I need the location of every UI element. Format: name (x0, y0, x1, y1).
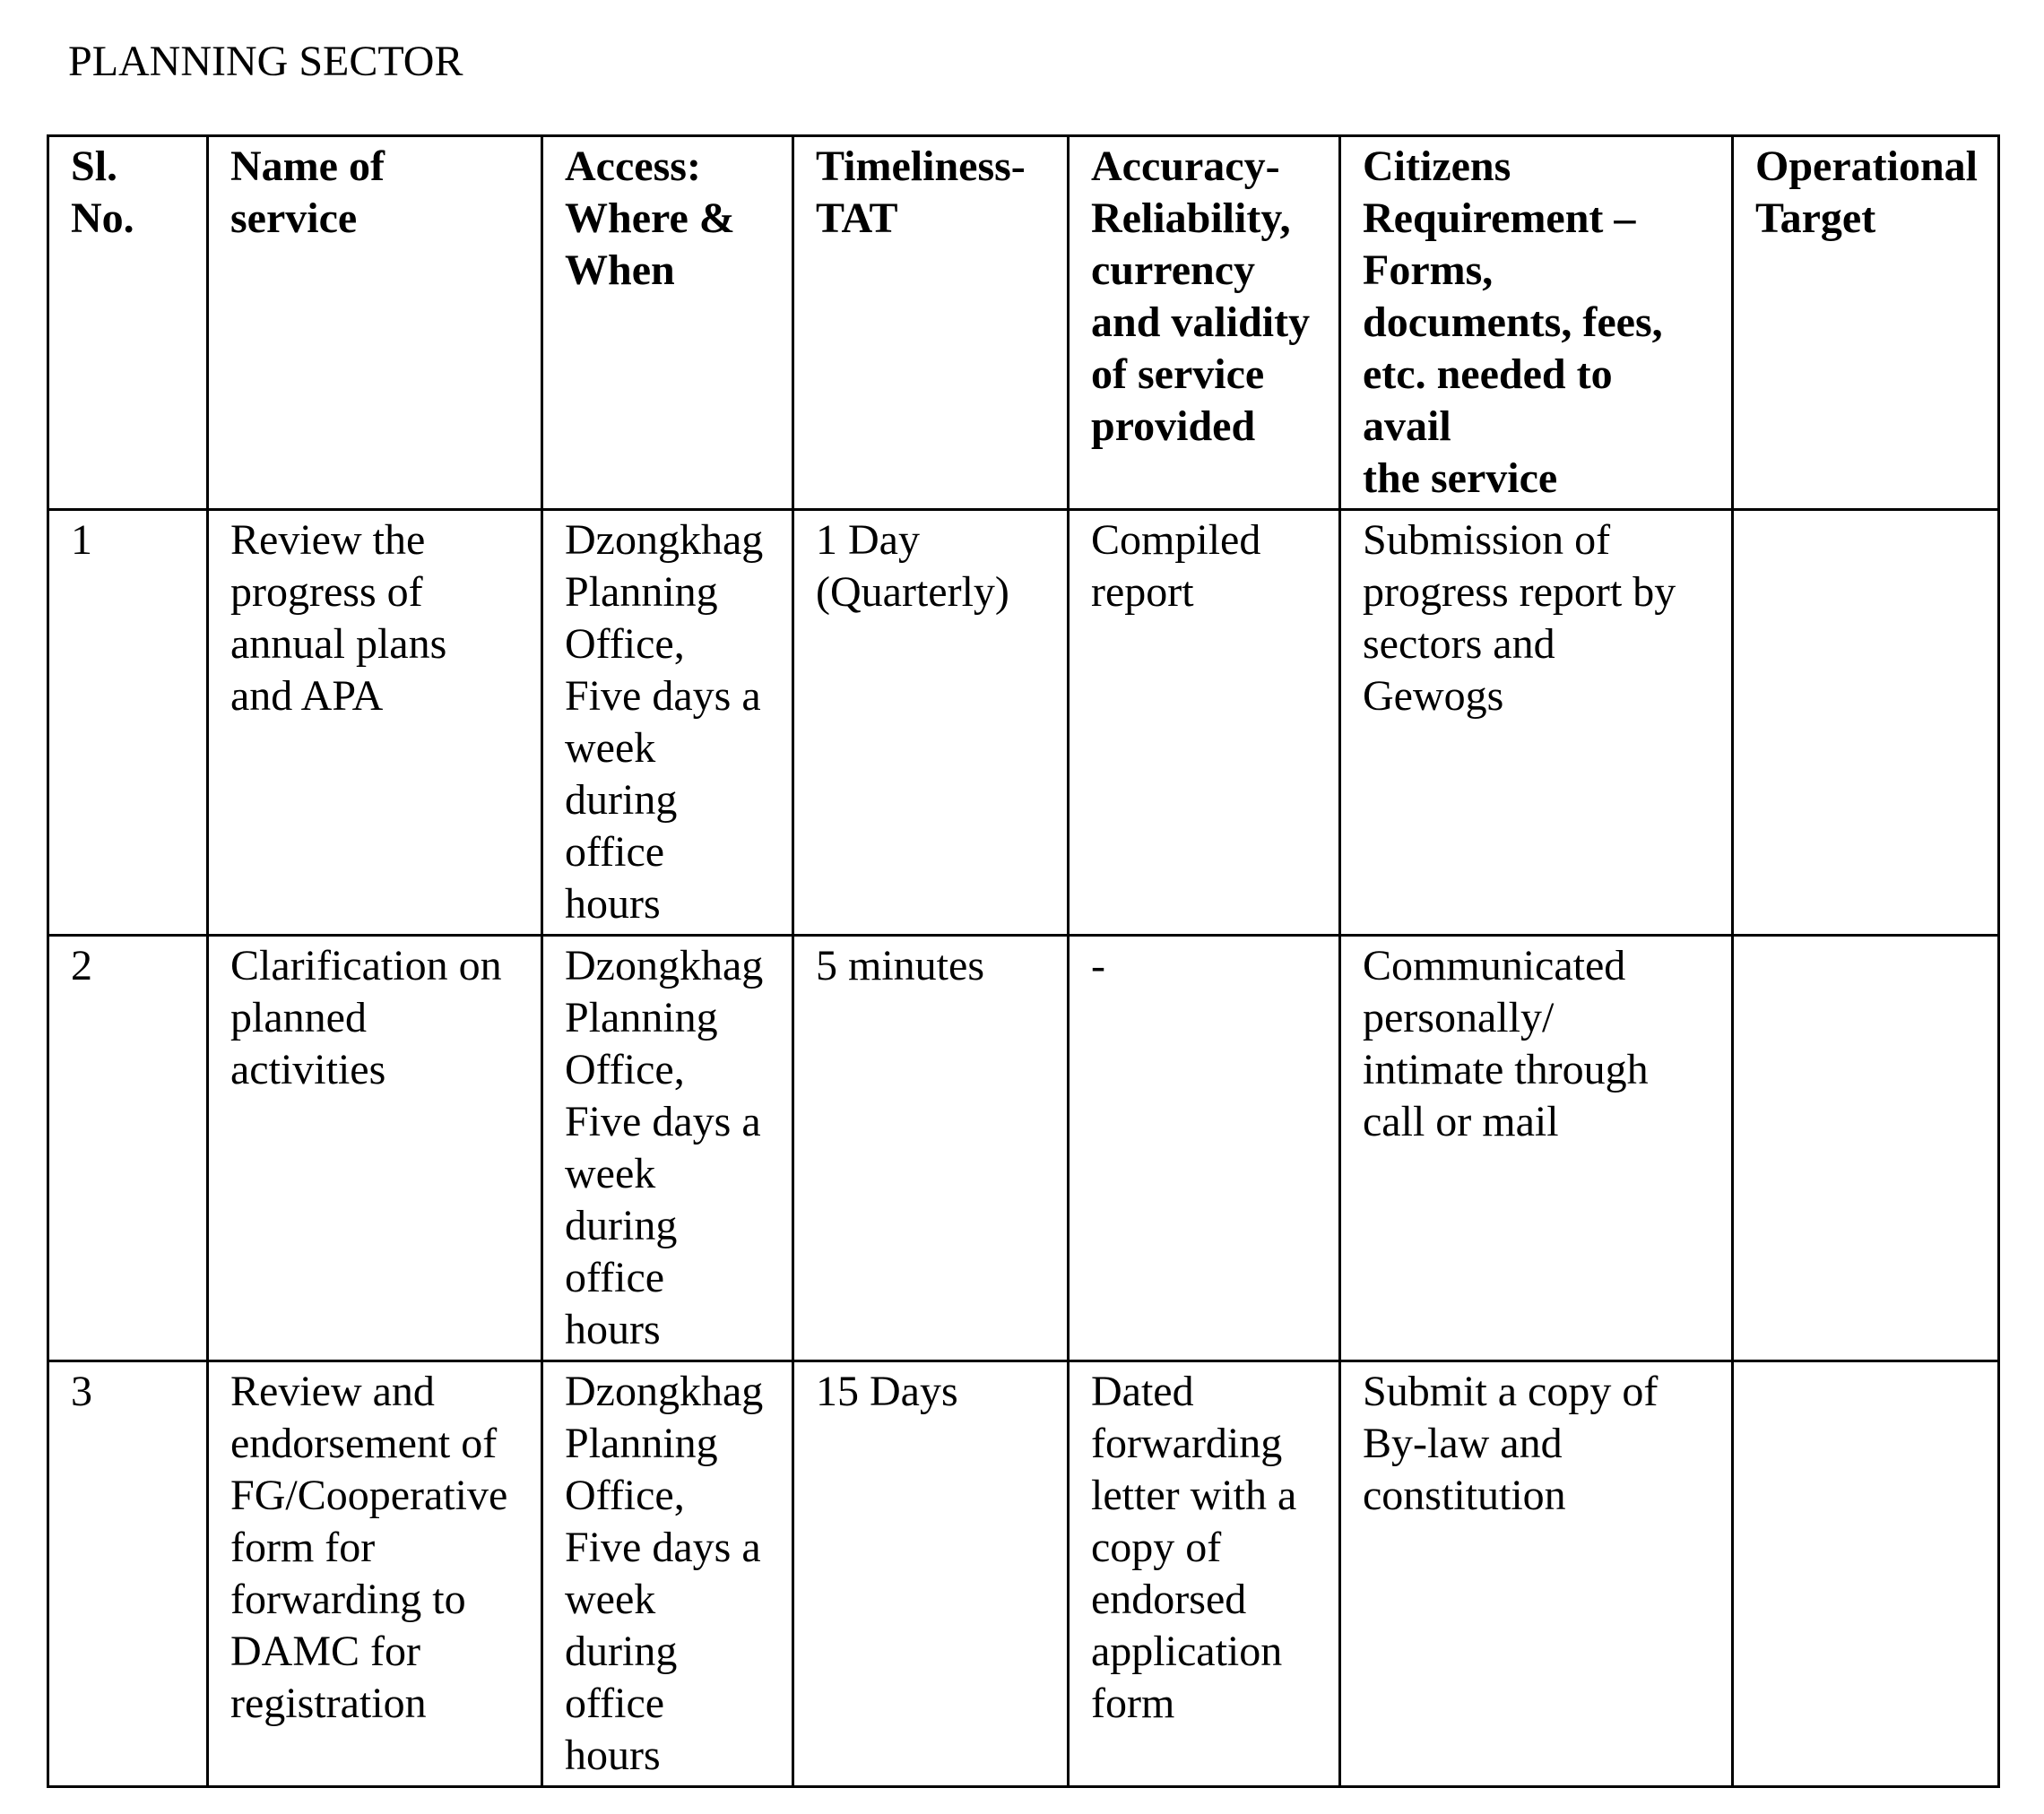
cell-requirement: Submit a copy of By-law and constitution (1340, 1361, 1733, 1787)
page-title: PLANNING SECTOR (68, 38, 463, 85)
cell-target (1733, 936, 1999, 1361)
table-header-row (48, 136, 1999, 510)
cell-service-name: Clarification on planned activities (208, 936, 542, 1361)
cell-service-name: Review and endorsement of FG/Cooperative form for forwarding to DAMC for registration (208, 1361, 542, 1787)
header-sl-no: Sl. No. (48, 136, 208, 510)
cell-sl-no: 2 (48, 936, 208, 1361)
cell-target (1733, 1361, 1999, 1787)
cell-accuracy: Compiled report (1069, 510, 1340, 936)
services-table (47, 134, 2000, 1788)
cell-sl-no: 3 (48, 1361, 208, 1787)
cell-sl-no: 1 (48, 510, 208, 936)
cell-requirement: Communicated personally/ intimate through call or mail (1340, 936, 1733, 1361)
cell-requirement: Submission of progress report by sectors and Gewogs (1340, 510, 1733, 936)
table-row (48, 510, 1999, 936)
header-access: Access: Where & When (542, 136, 793, 510)
header-timeliness: Timeliness- TAT (793, 136, 1069, 510)
header-operational-target: Operational Target (1733, 136, 1999, 510)
cell-access: Dzongkhag Planning Office, Five days a week during office hours (542, 1361, 793, 1787)
header-citizens-requirement: Citizens Requirement – Forms, documents, fees, etc. needed to avail the service (1340, 136, 1733, 510)
cell-timeliness: 15 Days (793, 1361, 1069, 1787)
cell-access: Dzongkhag Planning Office, Five days a week during office hours (542, 936, 793, 1361)
cell-timeliness: 5 minutes (793, 936, 1069, 1361)
cell-accuracy: - (1069, 936, 1340, 1361)
cell-target (1733, 510, 1999, 936)
cell-access: Dzongkhag Planning Office, Five days a week during office hours (542, 510, 793, 936)
header-accuracy: Accuracy- Reliability, currency and validity of service provided (1069, 136, 1340, 510)
cell-accuracy: Dated forwarding letter with a copy of endorsed application form (1069, 1361, 1340, 1787)
table-row (48, 1361, 1999, 1787)
cell-service-name: Review the progress of annual plans and APA (208, 510, 542, 936)
header-name-of-service: Name of service (208, 136, 542, 510)
cell-timeliness: 1 Day (Quarterly) (793, 510, 1069, 936)
table-row (48, 936, 1999, 1361)
